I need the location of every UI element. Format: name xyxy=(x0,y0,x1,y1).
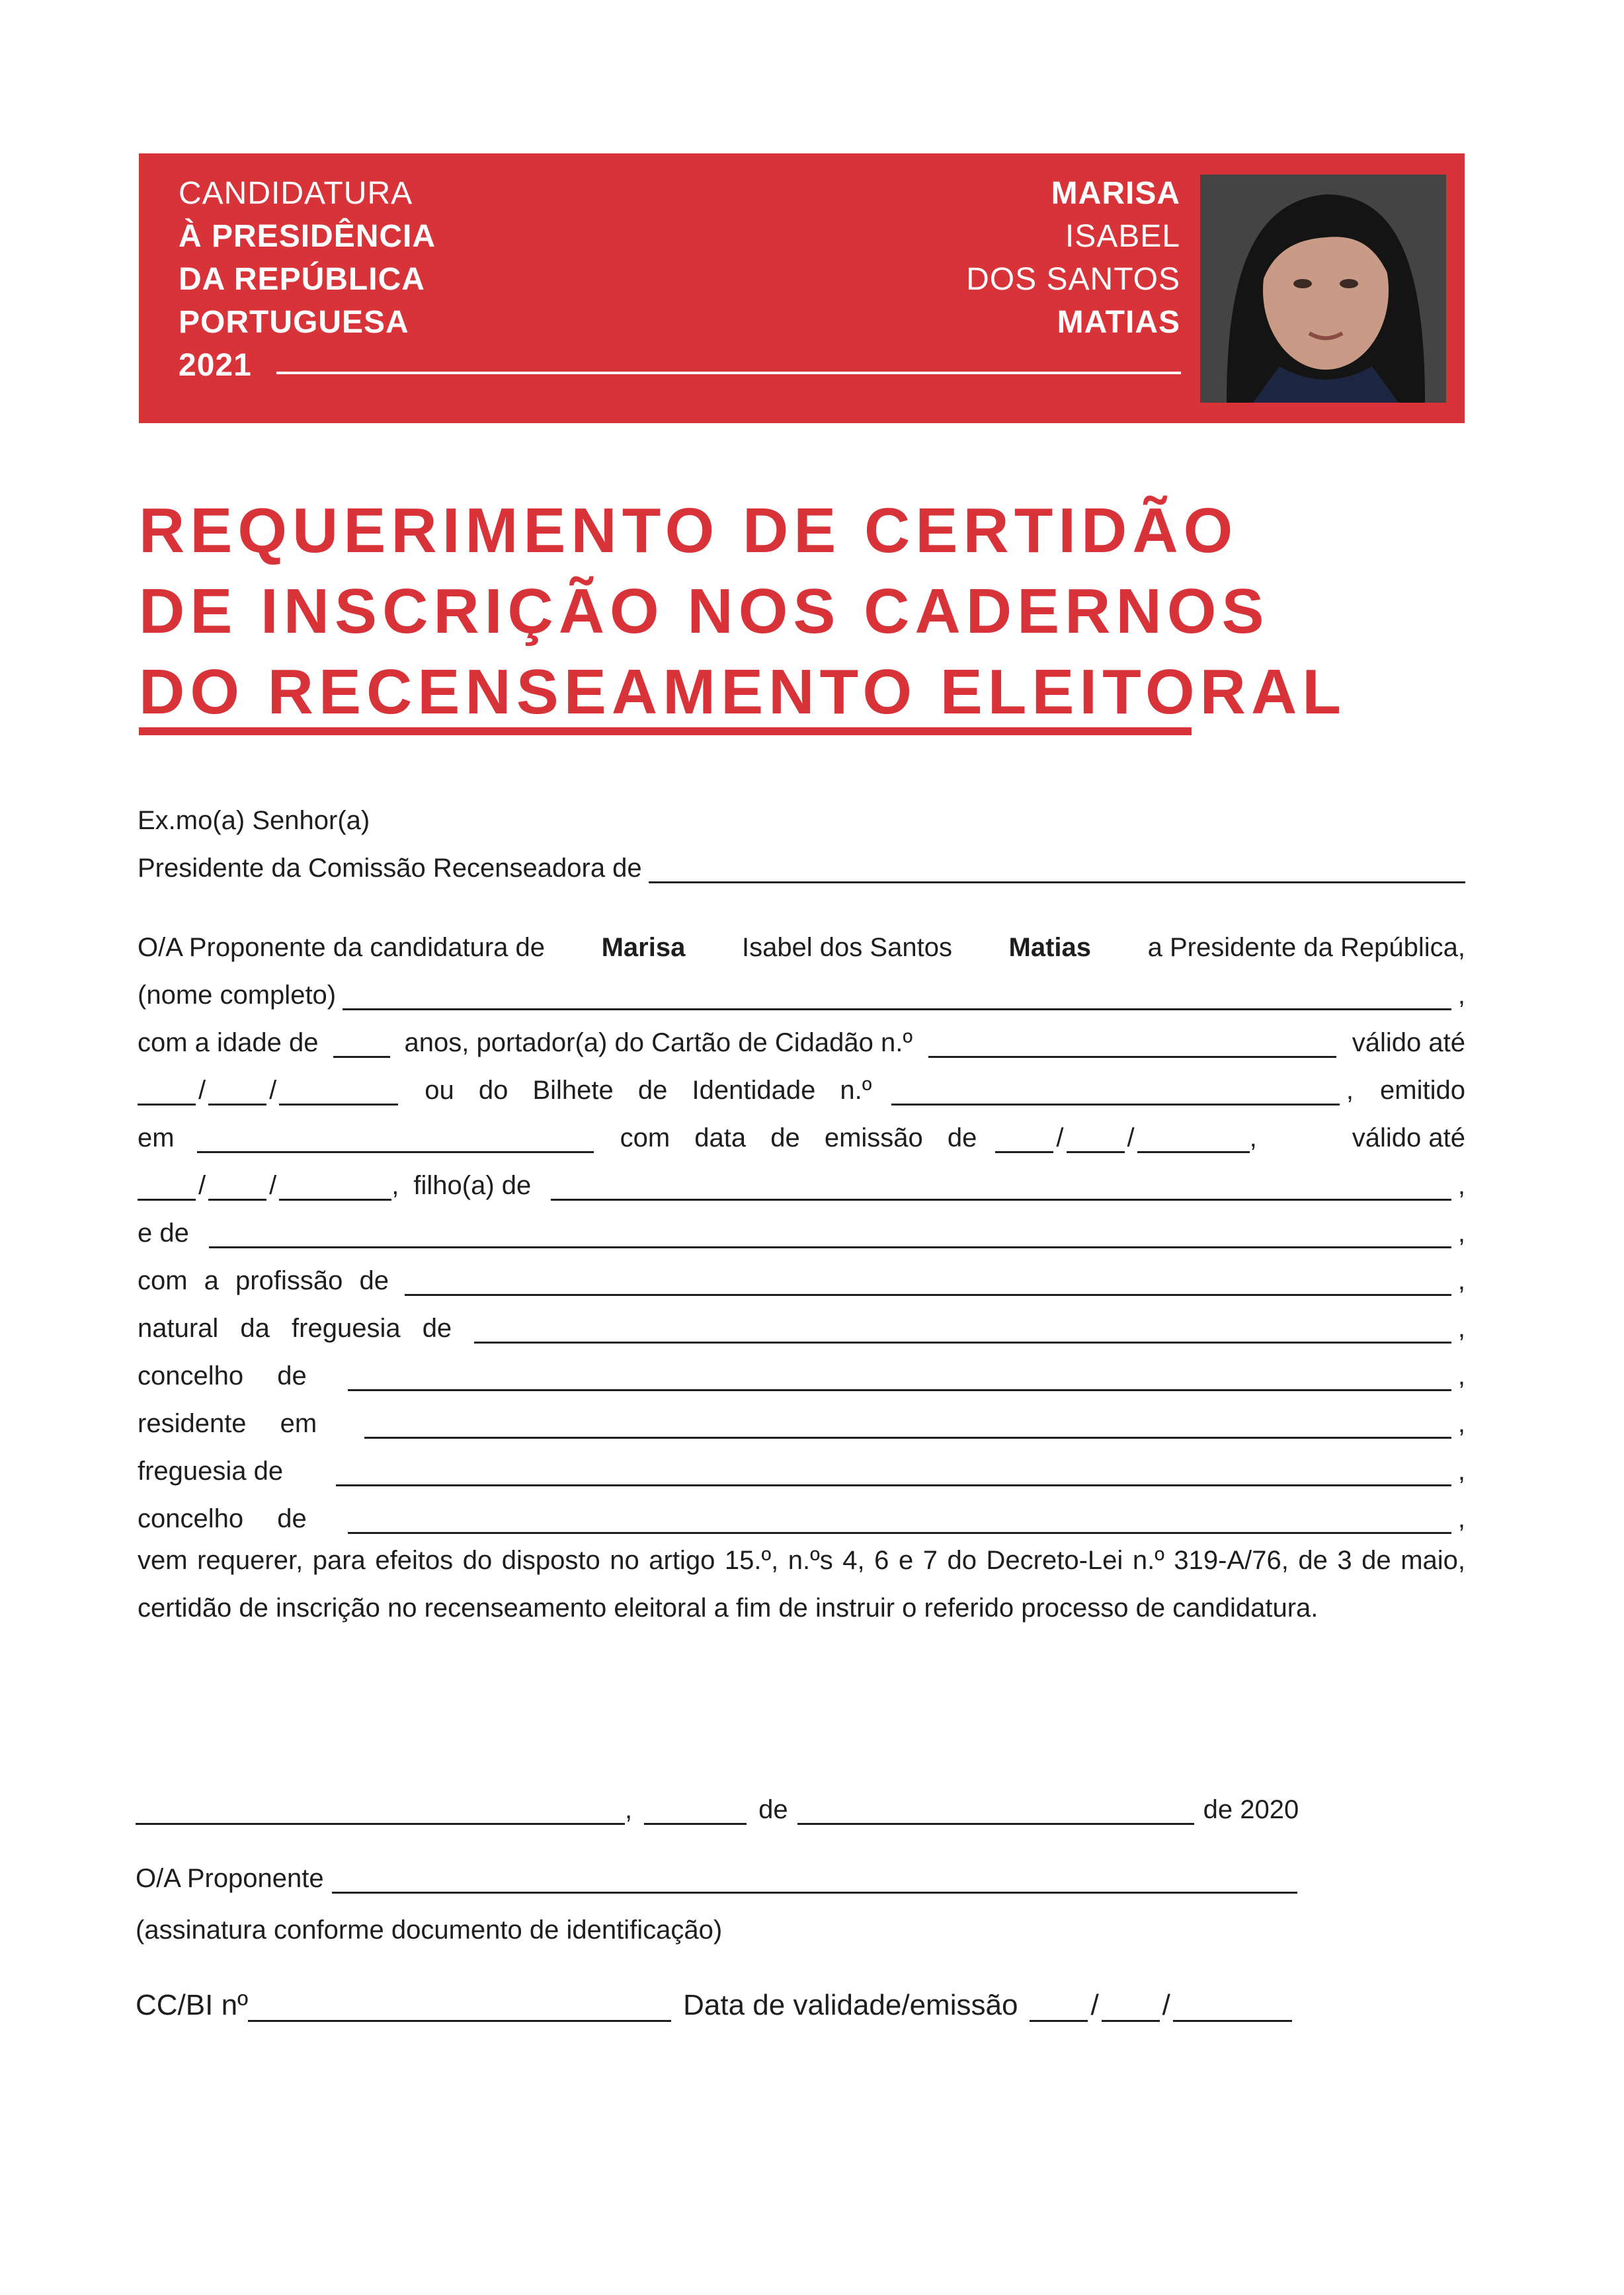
proponent-line xyxy=(136,1825,1326,1894)
bi-number-field[interactable] xyxy=(891,1080,1340,1106)
bi-valid-label: válido até xyxy=(1352,1123,1465,1152)
banner-line-3: DA REPÚBLICA xyxy=(179,262,425,297)
id-validity-day[interactable] xyxy=(1030,1996,1088,2022)
month-field[interactable] xyxy=(797,1799,1194,1825)
candidate-name-3: DOS SANTOS xyxy=(966,262,1180,297)
age-line xyxy=(138,1010,1465,1058)
signature-field[interactable] xyxy=(332,1868,1297,1894)
full-name-field[interactable] xyxy=(343,985,1451,1010)
parent-2-line: e de , xyxy=(138,1219,1465,1248)
parent-2-label: e de xyxy=(138,1219,189,1248)
salutation: Ex.mo(a) Senhor(a) xyxy=(138,806,370,835)
proponent-label: O/A Proponente xyxy=(136,1864,324,1893)
intro-line xyxy=(138,915,1465,963)
title-underline xyxy=(139,727,1192,735)
issue-line: em com data de emissão de / / , válido até xyxy=(138,1123,1465,1152)
birth-parish-line: natural da freguesia de , xyxy=(138,1314,1465,1343)
candidate-name-2: ISABEL xyxy=(1065,219,1180,254)
birth-county-label: concelho de xyxy=(138,1361,307,1390)
parent-label: filho(a) de xyxy=(413,1171,532,1200)
banner-line-4: PORTUGUESA xyxy=(179,305,409,340)
profession-line: com a profissão de , xyxy=(138,1266,1465,1295)
day-field[interactable] xyxy=(644,1799,747,1825)
signature-block xyxy=(136,1785,1326,2022)
residence-label: residente em xyxy=(138,1409,317,1438)
intro-text-b: a Presidente da República, xyxy=(1147,933,1465,962)
request-form xyxy=(138,788,1465,1632)
id-line: CC/BI nº Data de validade/emissão / / xyxy=(136,1945,1326,2022)
cc-number-field[interactable] xyxy=(928,1032,1336,1058)
full-name-label: (nome completo) xyxy=(138,981,337,1010)
birth-parish-field[interactable] xyxy=(474,1318,1451,1344)
residence-field[interactable] xyxy=(364,1413,1451,1439)
banner-line-5: 2021 xyxy=(179,348,252,383)
salutation-line xyxy=(138,788,1465,836)
parent-1-field[interactable] xyxy=(551,1175,1451,1201)
bi-issued-place[interactable] xyxy=(197,1127,594,1153)
candidate-last-name: Matias xyxy=(1008,933,1092,962)
age-field[interactable] xyxy=(333,1032,390,1058)
banner-candidacy-text xyxy=(179,172,436,387)
bi-valid-year[interactable] xyxy=(279,1175,391,1201)
bi-valid-month[interactable] xyxy=(208,1175,266,1201)
issued-in-label: em xyxy=(138,1123,175,1152)
candidate-name-1: MARISA xyxy=(1051,176,1180,211)
title-line-3: DO RECENSEAMENTO ELEITORAL xyxy=(139,657,1346,727)
id-number-label: CC/BI nº xyxy=(136,1989,249,2021)
title-line-1: REQUERIMENTO DE CERTIDÃO xyxy=(139,495,1238,566)
candidate-first-name: Marisa xyxy=(601,933,686,962)
parish-label: freguesia de xyxy=(138,1457,284,1486)
intro-text-a: O/A Proponente da candidatura de xyxy=(138,933,546,962)
profession-field[interactable] xyxy=(405,1270,1451,1296)
cc-label: anos, portador(a) do Cartão de Cidadão n.º xyxy=(404,1028,913,1057)
parents-line: / / , filho(a) de , xyxy=(138,1153,1465,1201)
closing-paragraph: vem requerer, para efeitos do disposto no artigo 15.º, n.ºs 4, 6 e 7 do Decreto-Lei n.º 319-A/76, de 3 de maio, certidão de inscrição no recenseamento eleitoral a fim de instruir o referido processo de candidatura. xyxy=(138,1546,1465,1623)
cc-valid-month[interactable] xyxy=(208,1080,266,1106)
candidate-name-4: MATIAS xyxy=(1057,305,1180,340)
bi-valid-day[interactable] xyxy=(138,1175,196,1201)
birth-county-line: concelho de , xyxy=(138,1361,1465,1390)
candidate-photo xyxy=(1200,175,1446,403)
id-validity-label: Data de validade/emissão xyxy=(683,1989,1018,2021)
age-label: com a idade de xyxy=(138,1028,319,1057)
banner-divider xyxy=(276,372,1181,374)
birth-county-field[interactable] xyxy=(348,1365,1451,1391)
issue-day[interactable] xyxy=(995,1127,1053,1153)
place-field[interactable] xyxy=(136,1799,625,1825)
president-line xyxy=(138,836,1465,883)
portrait-illustration xyxy=(1200,175,1446,403)
parish-line: freguesia de , xyxy=(138,1457,1465,1486)
bi-label: ou do Bilhete de Identidade n.º xyxy=(425,1076,872,1105)
county-label: concelho de xyxy=(138,1504,307,1533)
banner-line-1: CANDIDATURA xyxy=(179,176,413,211)
birth-parish-label: natural da freguesia de xyxy=(138,1314,452,1343)
county-field[interactable] xyxy=(348,1508,1451,1534)
id-number-field[interactable] xyxy=(248,1996,671,2022)
county-line: concelho de , xyxy=(138,1504,1465,1533)
cc-valid-day[interactable] xyxy=(138,1080,196,1106)
president-label: Presidente da Comissão Recenseadora de xyxy=(138,854,642,883)
year-label: de 2020 xyxy=(1203,1795,1299,1824)
signature-note: (assinatura conforme documento de identificação) xyxy=(136,1915,723,1945)
cc-valid-year[interactable] xyxy=(279,1080,398,1106)
candidate-name xyxy=(966,172,1180,344)
cc-valid-label: válido até xyxy=(1352,1028,1465,1057)
bi-line: / / ou do Bilhete de Identidade n.º , emitido xyxy=(138,1058,1465,1106)
id-validity-year[interactable] xyxy=(1173,1996,1292,2022)
residence-line: residente em , xyxy=(138,1409,1465,1438)
commission-field[interactable] xyxy=(649,858,1465,883)
banner-line-2: À PRESIDÊNCIA xyxy=(179,219,436,254)
issue-date-label: com data de emissão de xyxy=(620,1123,977,1152)
candidate-middle-name: Isabel dos Santos xyxy=(741,933,952,962)
signature-note-line xyxy=(136,1894,1326,1945)
parish-field[interactable] xyxy=(336,1461,1451,1486)
date-de-label: de xyxy=(758,1795,788,1824)
title-line-2: DE INSCRIÇÃO NOS CADERNOS xyxy=(139,576,1270,647)
issue-month[interactable] xyxy=(1067,1127,1125,1153)
issue-year[interactable] xyxy=(1137,1127,1250,1153)
place-date-line: , de de 2020 xyxy=(136,1785,1326,1825)
document-title xyxy=(139,491,1346,733)
candidacy-banner xyxy=(139,153,1465,423)
profession-label: com a profissão de xyxy=(138,1266,389,1295)
parent-2-field[interactable] xyxy=(209,1223,1451,1248)
id-validity-month[interactable] xyxy=(1102,1996,1160,2022)
bi-issued-label: emitido xyxy=(1380,1076,1465,1105)
full-name-line: (nome completo) , xyxy=(138,981,1465,1010)
